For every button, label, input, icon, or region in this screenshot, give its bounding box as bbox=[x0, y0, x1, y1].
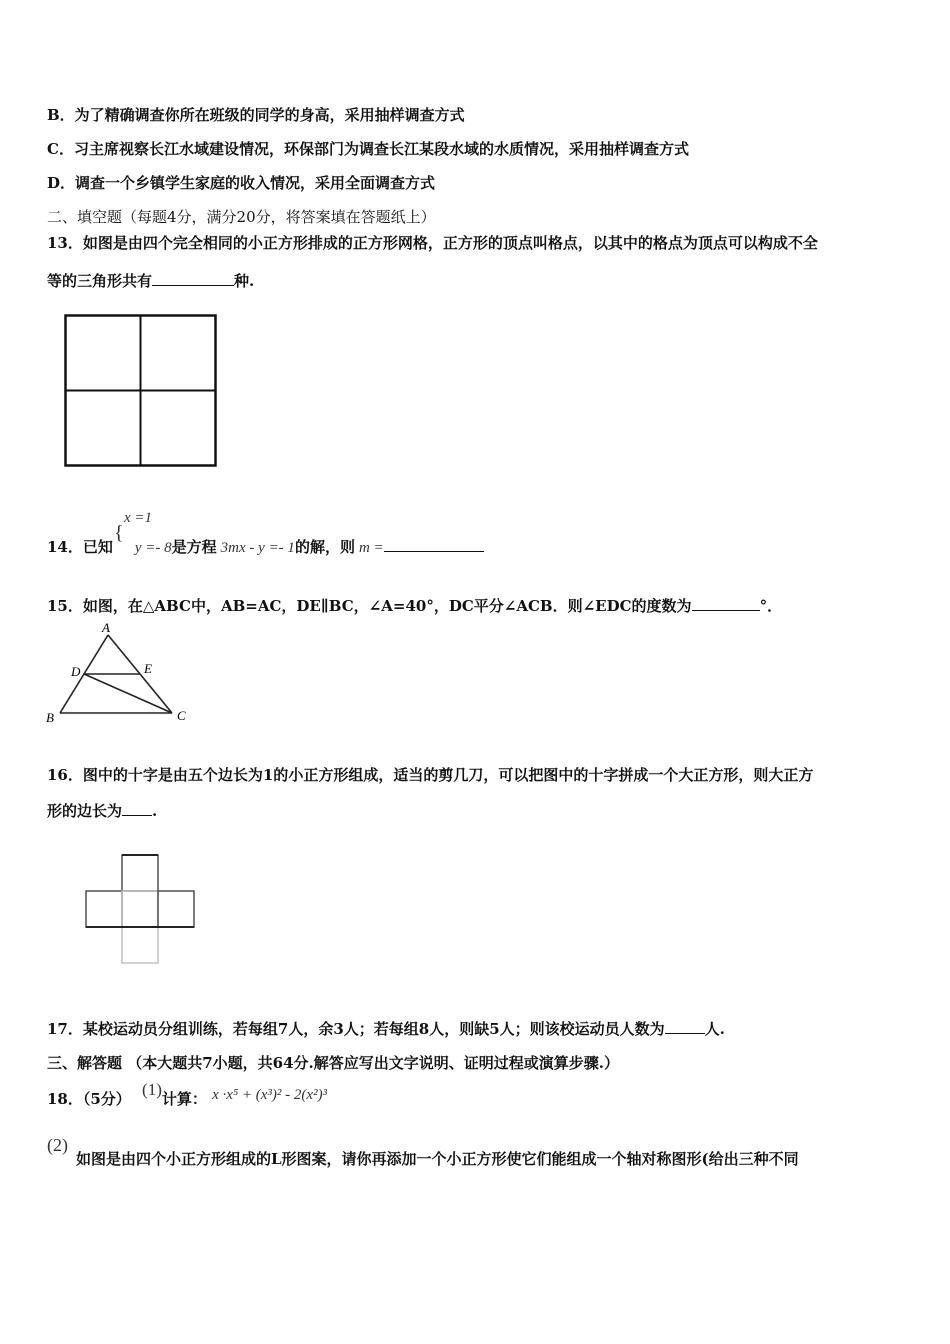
q16-text: 形的边长为 bbox=[47, 802, 123, 820]
option-c: C．习主席视察长江水域建设情况，环保部门为调查长江某段水域的水质情况，采用抽样调查方式 bbox=[47, 140, 689, 158]
q14-mid: 是方程 bbox=[171, 538, 217, 556]
q15-line bbox=[47, 595, 782, 616]
q18-calc-label: 计算： bbox=[161, 1090, 207, 1108]
label-b: B bbox=[46, 710, 54, 725]
q18-line1 bbox=[47, 1080, 328, 1109]
option-b: B．为了精确调查你所在班级的同学的身高，采用抽样调查方式 bbox=[47, 106, 465, 124]
q13-answer-blank[interactable] bbox=[152, 271, 234, 286]
q13-line1: 13．如图是由四个完全相同的小正方形排成的正方形网格，正方形的顶点叫格点，以其中的格点为顶点可以构成不全 bbox=[47, 234, 818, 252]
q17-answer-blank[interactable] bbox=[665, 1019, 705, 1034]
section-2-title: 二、填空题（每题4分，满分20分，将答案填在答题纸上） bbox=[47, 208, 436, 226]
q16-suffix: . bbox=[152, 802, 158, 820]
q13-suffix: 种. bbox=[234, 272, 255, 290]
q18-part2-text: 如图是由四个小正方形组成的L形图案，请你再添加一个小正方形使它们能组成一个轴对称图形( bbox=[76, 1150, 709, 1168]
q16-line1: 16．图中的十字是由五个边长为1的小正方形组成，适当的剪几刀，可以把图中的十字拼成一个大正方形，则大正方 bbox=[47, 766, 814, 784]
q15-answer-blank[interactable] bbox=[692, 596, 760, 611]
q14-answer-blank[interactable] bbox=[384, 537, 484, 552]
q14-brace: { bbox=[114, 522, 124, 544]
q14-line bbox=[47, 536, 484, 557]
q13-grid-figure bbox=[64, 314, 218, 468]
q16-cross-figure bbox=[82, 852, 208, 970]
q17-text: 17．某校运动员分组训练，若每组7人，余3人；若每组8人，则缺5人；则该校运动员人数为 bbox=[47, 1020, 665, 1038]
label-d: D bbox=[71, 664, 81, 679]
q17-suffix: 人. bbox=[704, 1020, 725, 1038]
q18-part2-end: 给出三种不同 bbox=[708, 1150, 799, 1168]
q18-line2 bbox=[76, 1148, 799, 1169]
q15-triangle-figure bbox=[40, 620, 200, 730]
q16-line2 bbox=[47, 800, 157, 821]
q14-system-bottom: y =- 8 bbox=[134, 540, 172, 556]
q13-line2 bbox=[47, 270, 254, 291]
q18-part1-label: (1) bbox=[142, 1080, 162, 1099]
q14-prefix: 14．已知 bbox=[47, 538, 113, 556]
label-e: E bbox=[144, 661, 152, 676]
option-d: D．调查一个乡镇学生家庭的收入情况，采用全面调查方式 bbox=[47, 174, 436, 192]
q14-post: 的解，则 bbox=[294, 538, 355, 556]
q14-equation: 3mx - y =- 1 bbox=[220, 540, 295, 556]
q14-system-top: x =1 bbox=[124, 510, 153, 526]
q15-text: 15．如图，在△ABC中，AB=AC，DE∥BC，∠A=40°，DC平分∠ACB．则∠EDC的度数为 bbox=[47, 597, 692, 615]
q16-answer-blank[interactable] bbox=[122, 801, 152, 816]
section-3-title: 三、解答题 （本大题共7小题，共64分.解答应写出文字说明、证明过程或演算步骤.） bbox=[47, 1054, 619, 1072]
label-c: C bbox=[177, 708, 186, 723]
q18-number: 18．（5分） bbox=[47, 1090, 131, 1108]
q18-part2-label: (2) bbox=[47, 1135, 68, 1155]
q13-text: 等的三角形共有 bbox=[47, 272, 153, 290]
q15-suffix: °． bbox=[759, 597, 783, 615]
q18-expression: x ·x⁵ + (x³)² - 2(x²)³ bbox=[212, 1087, 328, 1103]
label-a: A bbox=[102, 620, 110, 635]
q17-line bbox=[47, 1018, 725, 1039]
q14-var: m = bbox=[358, 540, 384, 556]
